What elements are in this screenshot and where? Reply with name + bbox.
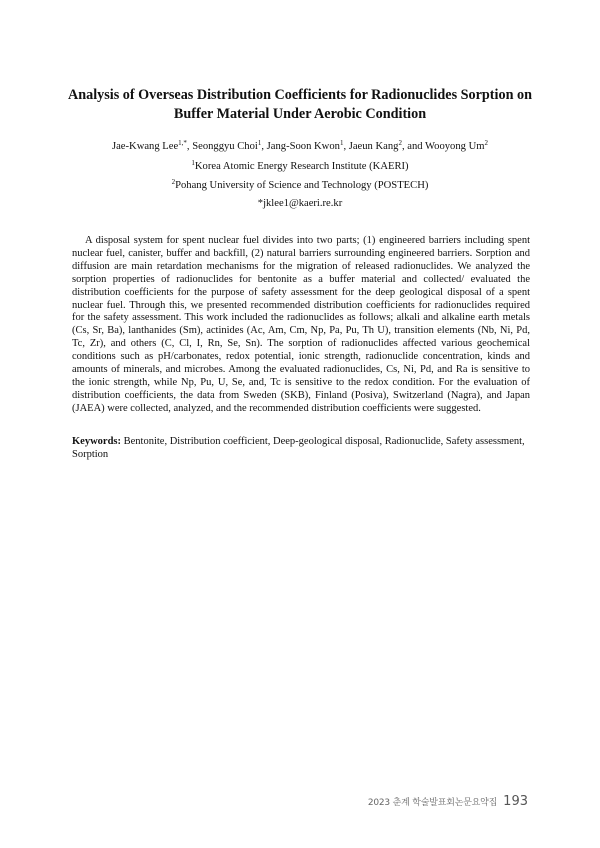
page-number: 193	[503, 794, 528, 809]
affiliation-text: Pohang University of Science and Technology (POSTECH)	[175, 180, 429, 191]
proceedings-name: 2023 춘계 학술발표회논문요약집	[367, 798, 498, 808]
author-affiliation-mark: 1	[257, 139, 262, 147]
author-name: Jang-Soon Kwon	[266, 141, 340, 152]
page-footer	[368, 790, 528, 809]
paper-title	[60, 86, 540, 124]
title-line-2: Buffer Material Under Aerobic Condition	[173, 106, 427, 122]
author-separator: , and	[401, 141, 426, 152]
author-name: Jaeun Kang	[348, 141, 399, 152]
keywords	[72, 436, 530, 462]
affiliation-text: Korea Atomic Energy Research Institute (KAERI)	[194, 161, 409, 172]
affiliation-mark: 1	[191, 159, 195, 167]
author-name: Wooyong Um	[425, 141, 485, 152]
affiliation-postech	[60, 179, 540, 193]
affiliation-mark: 2	[171, 178, 176, 186]
author-affiliation-mark: 2	[398, 139, 402, 147]
author-name: Seonggyu Choi	[192, 141, 258, 152]
author-separator: ,	[261, 141, 267, 152]
keywords-label: Keywords:	[72, 436, 121, 447]
author-name: Jae-Kwang Lee	[111, 141, 179, 152]
keywords-text: Bentonite, Distribution coefficient, Deep-geological disposal, Radionuclide, Safety assessment, Sorption	[72, 436, 525, 460]
abstract-body: A disposal system for spent nuclear fuel divides into two parts; (1) engineered barriers including spent nuclear fuel, canister, buffer and backfill, (2) natural barriers surrounding engineered barriers. Sorption and diffusion are main retardation mechanisms for the migration of released radionuclides. We analyzed the sorption properties of radionuclides for bentonite as a buffer material and collected/ evaluated the distribution coefficients for the purpose of safety assessment for the deep geological disposal of a spent nuclear fuel. Through this, we presented recommended distribution coefficients for radionuclides required for the safety assessment. This work included the radionuclides as follows; alkali and alkaline earth metals (Cs, Sr, Ba), lanthanides (Sm), actinides (Ac, Am, Cm, Np, Pa, Pu, Th U), transition elements (Nb, Ni, Pd, Tc, Zr), and others (C, Cl, I, Rn, Se, Sn). The sorption of radionuclides affected various geochemical conditions such as pH/carbonates, redox potential, ionic strength, radionuclide concentration, kinds and amounts of minerals, and microbes. Among the evaluated radionuclides, Cs, Ni, Pd, and Ra is sensitive to the ionic strength, while Np, Pu, U, Se, and, Tc is sensitive to the redox condition. For the evaluation of distribution coefficients, the data from Sweden (SKB), Finland (Posiva), Switzerland (Nagra), and Japan (JAEA) were collected, analyzed, and the recommended distribution coefficients were suggested.	[72, 235, 530, 414]
affiliation-kaeri	[60, 160, 540, 174]
author-affiliation-mark: 1	[339, 139, 344, 147]
corresponding-email: *jklee1@kaeri.re.kr	[257, 198, 343, 209]
title-line-1: Analysis of Overseas Distribution Coefficients for Radionuclides Sorption on	[67, 87, 532, 103]
author-affiliation-mark: 2	[484, 139, 488, 147]
author-affiliation-mark: 1,*	[178, 139, 187, 147]
author-list	[60, 140, 540, 154]
author-separator: ,	[343, 141, 349, 152]
author-separator: ,	[186, 141, 193, 152]
